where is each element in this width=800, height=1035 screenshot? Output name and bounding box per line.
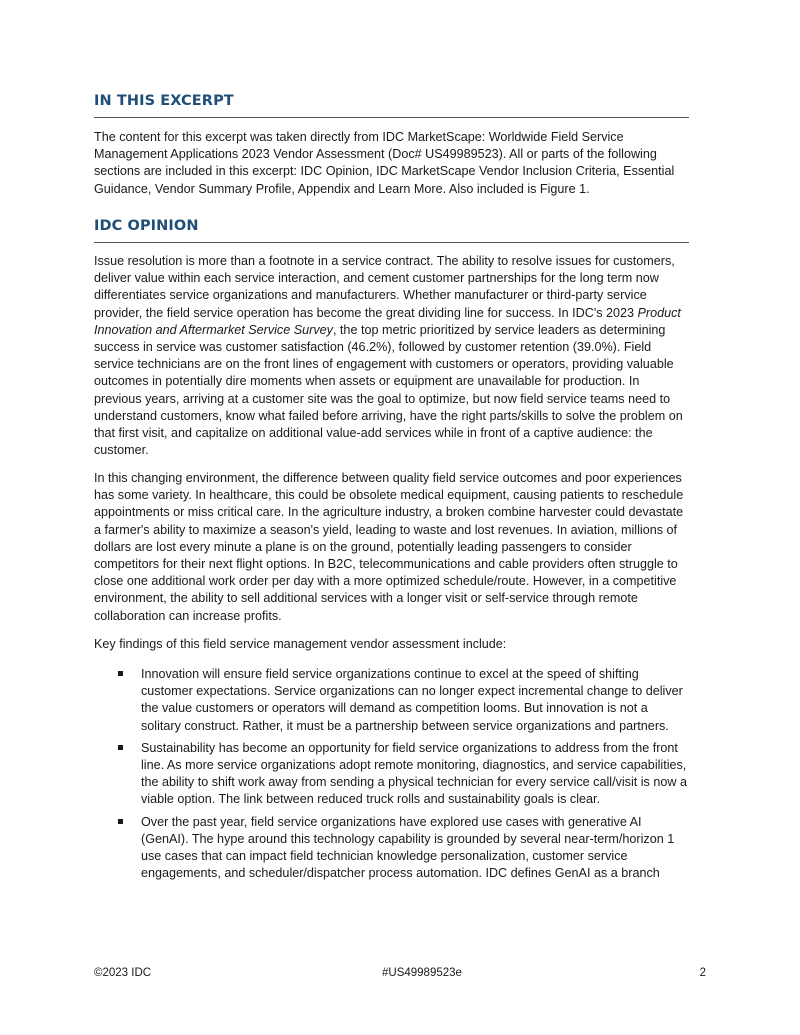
list-item <box>94 740 689 809</box>
opinion-p1-text-before: Issue resolution is more than a footnote in a service contract. The ability to resolve issues for customers, deliver value within each service interaction, and cement customer partnerships for the long term now differentiates service organizations and manufacturers. Whether manufacturer or third-party service provider, the field service operation has become the great dividing line for success. In IDC's 2023 <box>94 254 675 320</box>
opinion-p1-text-after: , the top metric prioritized by service leaders as determining success in service was customer satisfaction (46.2%), followed by customer retention (39.0%). Field service technicians are on the front lines of engagement with customers or operators, providing valuable outcomes in potentially dire moments when assets or equipment are unavailable for production. In previous years, arriving at a customer site was the goal to optimize, but now field service teams need to understand customers, know what failed before arriving, have the right parts/skills to solve the problem on that first visit, and capitalize on additional value-add services while in front of a captive audience: the customer. <box>94 322 683 458</box>
square-bullet-icon <box>118 819 123 824</box>
finding-text: Sustainability has become an opportunity for field service organizations to address from the front line. As more service organizations adopt remote monitoring, diagnostics, and service capabilities, the ability to shift work away from sending a physical technician for every service call/visit is now a viable option. The link between reduced truck rolls and sustainability goals is clear. <box>141 740 687 807</box>
footer-page-number: 2 <box>699 967 706 979</box>
section-heading-in-this-excerpt: IN THIS EXCERPT <box>94 93 689 118</box>
key-findings-list <box>94 666 689 887</box>
footer-doc-id: #US49989523e <box>382 967 462 979</box>
opinion-paragraph-2: In this changing environment, the difference between quality field service outcomes and poor experiences has some variety. In healthcare, this could be obsolete medical equipment, causing patients to reschedule appointments or miss critical care. In the agriculture industry, a broken combine harvester could devastate a farmer's ability to maximize a season's yield, leading to waste and lost revenues. In aviation, millions of dollars are lost every minute a plane is on the ground, potentially leading passengers to consider competitors for their next flight options. In B2C, telecommunications and cable providers often struggle to close one additional work order per day with a more optimized schedule/route. However, in a competitive environment, the ability to sell additional services with a longer visit or self-service through remote collaboration can increase profits. <box>94 471 684 623</box>
list-item <box>94 666 689 735</box>
square-bullet-icon <box>118 745 123 750</box>
finding-text: Innovation will ensure field service organizations continue to excel at the speed of shifting customer expectations. Service organizations can no longer expect incremental change to deliver the value customers or operators will demand as competition looms. But innovation is not a solitary construct. Rather, it must be a partnership between service organizations and partners. <box>141 667 683 733</box>
list-item <box>94 814 689 883</box>
section-heading-idc-opinion: IDC OPINION <box>94 218 689 243</box>
survey-title: Product Innovation and Aftermarket Service Survey <box>94 305 681 337</box>
footer-copyright: ©2023 IDC <box>94 967 152 979</box>
opinion-paragraph-1 <box>94 253 689 459</box>
finding-text: Over the past year, field service organizations have explored use cases with generative AI (GenAI). The hype around this technology capability is grounded by several near-term/horizon 1 use cases that can impact field technician knowledge personalization, customer service engagements, and scheduler/dispatcher process automation. IDC defines GenAI as a branch <box>141 814 675 881</box>
excerpt-paragraph: The content for this excerpt was taken directly from IDC MarketScape: Worldwide Field Service Management Applications 2023 Vendor Assessment (Doc# US49989523). All or parts of the following sections are included in this excerpt: IDC Opinion, IDC MarketScape Vendor Inclusion Criteria, Essential Guidance, Vendor Summary Profile, Appendix and Learn More. Also included is Figure 1. <box>94 130 675 196</box>
key-findings-intro: Key findings of this field service management vendor assessment include: <box>94 637 507 651</box>
square-bullet-icon <box>118 671 123 676</box>
